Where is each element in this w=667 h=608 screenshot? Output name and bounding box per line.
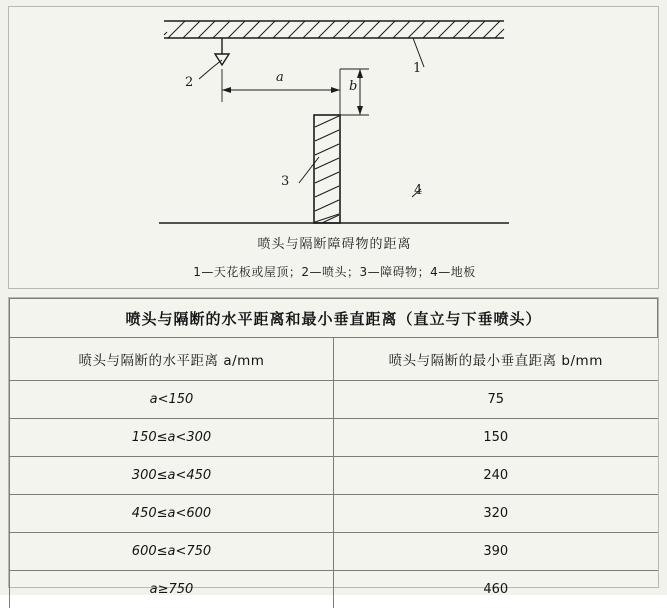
callout-4: 4 xyxy=(414,183,422,198)
spec-table xyxy=(9,298,658,608)
spec-table-panel xyxy=(8,297,659,588)
table-row xyxy=(10,457,658,495)
ceiling-hatch xyxy=(164,21,504,38)
table-row xyxy=(10,419,658,457)
figure-panel xyxy=(8,6,659,289)
cell-horizontal: 600≤a<750 xyxy=(10,533,334,571)
table-row xyxy=(10,533,658,571)
table-title-row xyxy=(10,299,658,338)
dimension-label-a: a xyxy=(276,70,284,85)
cell-vertical: 390 xyxy=(334,533,658,571)
table-row xyxy=(10,381,658,419)
cell-vertical: 320 xyxy=(334,495,658,533)
figure-caption: 喷头与隔断障碍物的距离 xyxy=(9,233,660,252)
cell-horizontal: a≥750 xyxy=(10,571,334,608)
table-row xyxy=(10,495,658,533)
callout-2: 2 xyxy=(185,75,193,90)
cell-horizontal: 150≤a<300 xyxy=(10,419,334,457)
table-title: 喷头与隔断的水平距离和最小垂直距离（直立与下垂喷头） xyxy=(10,299,658,338)
table-row xyxy=(10,571,658,608)
cell-vertical: 150 xyxy=(334,419,658,457)
callout-1: 1 xyxy=(413,61,421,76)
cell-horizontal: 450≤a<600 xyxy=(10,495,334,533)
column-header-vertical: 喷头与隔断的最小垂直距离 b/mm xyxy=(334,338,658,381)
cell-horizontal: 300≤a<450 xyxy=(10,457,334,495)
callout-3: 3 xyxy=(281,174,289,189)
cell-vertical: 75 xyxy=(334,381,658,419)
cell-horizontal: a<150 xyxy=(10,381,334,419)
dimension-label-b: b xyxy=(349,79,357,94)
figure-legend: 1—天花板或屋顶；2—喷头；3—障碍物；4—地板 xyxy=(9,263,660,280)
obstruction-partition xyxy=(299,115,340,223)
cell-vertical: 460 xyxy=(334,571,658,608)
column-header-horizontal: 喷头与隔断的水平距离 a/mm xyxy=(10,338,334,381)
cell-vertical: 240 xyxy=(334,457,658,495)
table-header-row xyxy=(10,338,658,381)
sprinkler-head xyxy=(9,7,229,79)
